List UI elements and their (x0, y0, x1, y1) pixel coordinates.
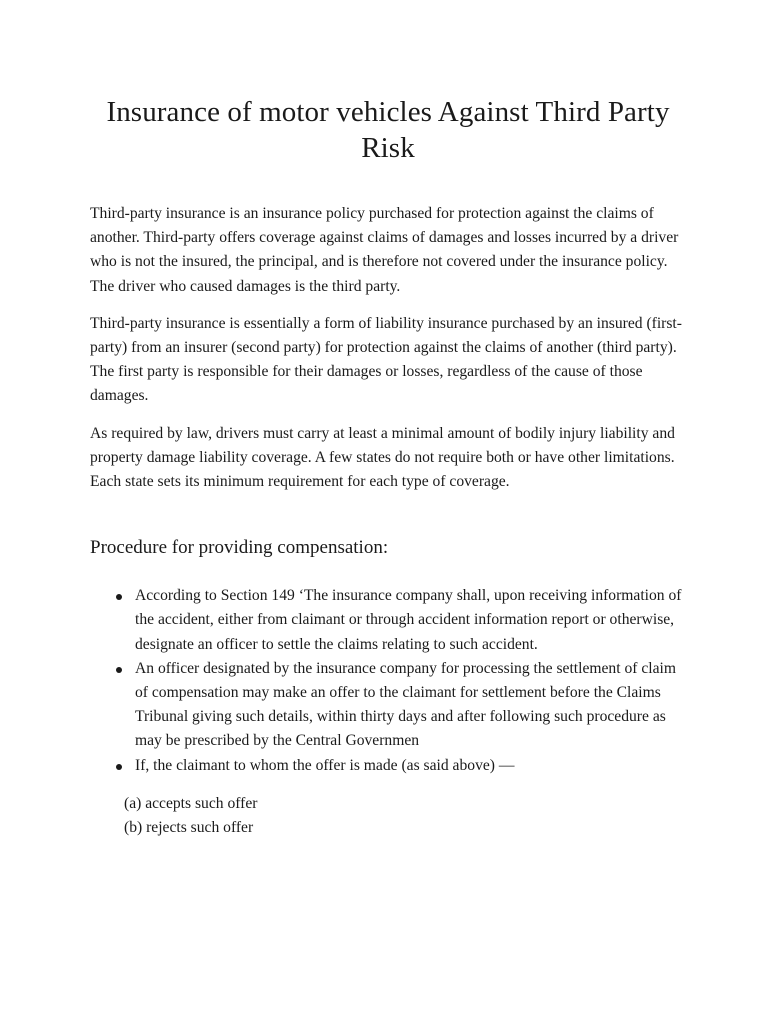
offer-response-list (124, 792, 686, 840)
list-item-text: If, the claimant to whom the offer is made (as said above) — (135, 756, 515, 774)
list-item-text: According to Section 149 ‘The insurance company shall, upon receiving information of the accident, either from claimant or through accident information report or otherwise, designate an officer to settle the claims relating to such accident. (135, 587, 682, 653)
list-item (90, 584, 686, 657)
document-page (90, 94, 686, 840)
sub-list-item: (a) accepts such offer (124, 794, 258, 812)
bullet-icon (116, 594, 122, 600)
bullet-icon (116, 764, 122, 770)
section-heading-compensation: Procedure for providing compensation: (90, 537, 389, 559)
paragraph-third-party-definition: Third-party insurance is an insurance policy purchased for protection against the claims of another. Third-party offers coverage against claims of damages and losses incurred by a driver who is not the insured, the principal, and is therefore not covered under the insurance policy. The driver who caused damages is the third party. (90, 205, 679, 295)
paragraph-legal-requirement: As required by law, drivers must carry at least a minimal amount of bodily injury liability and property damage liability coverage. A few states do not require both or have other limitations. Each state sets its minimum requirement for each type of coverage. (90, 424, 675, 491)
list-item (90, 657, 686, 754)
bullet-icon (116, 667, 122, 673)
list-item-text: An officer designated by the insurance company for processing the settlement of claim of compensation may make an offer to the claimant for settlement before the Claims Tribunal giving such details, within thirty days and after following such procedure as may be prescribed by the Central Governmen (135, 659, 676, 750)
compensation-bullet-list (90, 584, 686, 778)
paragraph-liability-insurance: Third-party insurance is essentially a form of liability insurance purchased by an insured (first-party) from an insurer (second party) for protection against the claims of another (third party). The first party is responsible for their damages or losses, regardless of the cause of those damages. (90, 314, 682, 405)
document-title: Insurance of motor vehicles Against Third Party Risk (106, 96, 670, 164)
sub-list-item: (b) rejects such offer (124, 819, 254, 837)
list-item (90, 754, 686, 778)
